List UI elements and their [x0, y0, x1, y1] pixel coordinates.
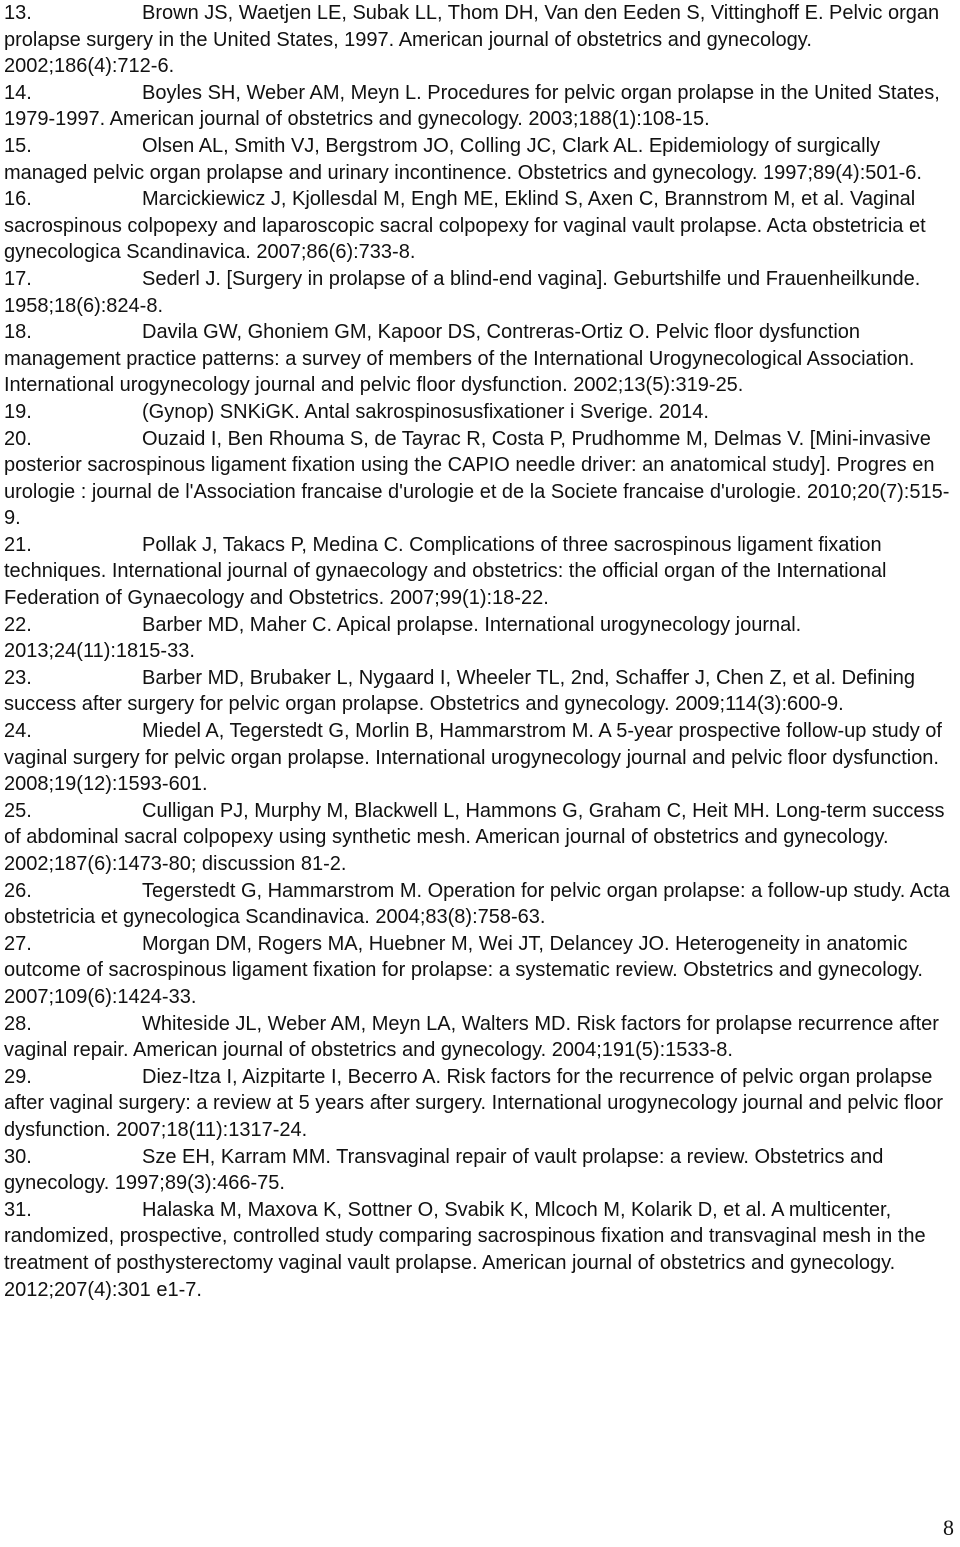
reference-text: Morgan DM, Rogers MA, Huebner M, Wei JT, Delancey JO. Heterogeneity in anatomic outcome of sacrospinous ligament fixation for prolapse: a systematic review. Obstetrics and gynecology. 2007;109(6):1424-33.: [4, 932, 923, 1008]
reference-number: 19.: [4, 400, 32, 423]
reference-text: Brown JS, Waetjen LE, Subak LL, Thom DH, Van den Eeden S, Vittinghoff E. Pelvic organ prolapse surgery in the United States, 1997. American journal of obstetrics and gynecology. 2002;186(4):712-6.: [4, 2, 940, 78]
reference-number: 23.: [4, 666, 32, 689]
reference-item: [4, 612, 959, 665]
reference-number: 17.: [4, 267, 32, 290]
reference-item: [4, 878, 959, 931]
reference-number: 15.: [4, 134, 32, 157]
reference-text: Tegerstedt G, Hammarstrom M. Operation for pelvic organ prolapse: a follow-up study. Acta obstetricia et gynecologica Scandinavica. 2004;83(8):758-63.: [4, 879, 950, 929]
reference-number: 18.: [4, 321, 32, 344]
reference-item: [4, 266, 959, 319]
reference-item: [4, 186, 959, 266]
reference-item: [4, 532, 959, 612]
reference-text: Miedel A, Tegerstedt G, Morlin B, Hammarstrom M. A 5-year prospective follow-up study of vaginal surgery for pelvic organ prolapse. International urogynecology journal and pelvic floor dysfunction. 2008;19(12):1593-601.: [4, 720, 942, 796]
reference-number: 13.: [4, 2, 32, 24]
reference-item: [4, 426, 959, 532]
reference-item: [4, 133, 959, 186]
reference-item: [4, 931, 959, 1011]
reference-number: 21.: [4, 533, 32, 556]
reference-item: [4, 1197, 959, 1303]
reference-text: Marcickiewicz J, Kjollesdal M, Engh ME, Eklind S, Axen C, Brannstrom M, et al. Vaginal sacrospinous colpopexy and laparoscopic sacral colpopexy for vaginal vault prolapse. Acta obstetricia et gynecologica Scandinavica. 2007;86(6):733-8.: [4, 188, 926, 264]
reference-item: [4, 798, 959, 878]
reference-text: Whiteside JL, Weber AM, Meyn LA, Walters MD. Risk factors for prolapse recurrence after vaginal repair. American journal of obstetrics and gynecology. 2004;191(5):1533-8.: [4, 1012, 939, 1062]
reference-number: 22.: [4, 613, 32, 636]
reference-item: [4, 1064, 959, 1144]
reference-text: Halaska M, Maxova K, Sottner O, Svabik K, Mlcoch M, Kolarik D, et al. A multicenter, randomized, prospective, controlled study comparing sacrospinous fixation and transvaginal mesh in the treatment of posthysterectomy vaginal vault prolapse. American journal of obstetrics and gynecology. 2012;207(4):301 e1-7.: [4, 1198, 926, 1301]
reference-number: 14.: [4, 81, 32, 104]
reference-text: Sederl J. [Surgery in prolapse of a blind-end vagina]. Geburtshilfe und Frauenheilkunde. 1958;18(6):824-8.: [4, 267, 921, 317]
reference-text: Boyles SH, Weber AM, Meyn L. Procedures for pelvic organ prolapse in the United States, 1979-1997. American journal of obstetrics and gynecology. 2003;188(1):108-15.: [4, 81, 940, 131]
reference-number: 27.: [4, 932, 32, 955]
page-number: 8: [943, 1515, 954, 1540]
reference-text: Davila GW, Ghoniem GM, Kapoor DS, Contreras-Ortiz O. Pelvic floor dysfunction management practice patterns: a survey of members of the International Urogynecological Association. International urogynecology journal and pelvic floor dysfunction. 2002;13(5):319-25.: [4, 321, 915, 397]
reference-text: Diez-Itza I, Aizpitarte I, Becerro A. Risk factors for the recurrence of pelvic organ prolapse after vaginal surgery: a review at 5 years after surgery. International urogynecology journal and pelvic floor dysfunction. 2007;18(11):1317-24.: [4, 1065, 944, 1141]
reference-number: 20.: [4, 427, 32, 450]
reference-number: 24.: [4, 720, 32, 743]
reference-text: Sze EH, Karram MM. Transvaginal repair of vault prolapse: a review. Obstetrics and gynecology. 1997;89(3):466-75.: [4, 1145, 884, 1195]
reference-number: 28.: [4, 1012, 32, 1035]
reference-number: 26.: [4, 879, 32, 902]
reference-text: Ouzaid I, Ben Rhouma S, de Tayrac R, Costa P, Prudhomme M, Delmas V. [Mini-invasive posterior sacrospinous ligament fixation using the CAPIO needle driver: an anatomical study]. Progres en urologie : journal de l'Association francaise d'urologie et de la Societe francaise d'urologie. 2010;20(7):515-9.: [4, 427, 950, 530]
reference-item: [4, 665, 959, 718]
reference-item: [4, 718, 959, 798]
reference-text: Barber MD, Maher C. Apical prolapse. International urogynecology journal. 2013;24(11):1815-33.: [4, 613, 802, 663]
reference-text: Culligan PJ, Murphy M, Blackwell L, Hammons G, Graham C, Heit MH. Long-term success of abdominal sacral colpopexy using synthetic mesh. American journal of obstetrics and gynecology. 2002;187(6):1473-80; discussion 81-2.: [4, 799, 945, 875]
reference-item: [4, 319, 959, 399]
reference-text: (Gynop) SNKiGK. Antal sakrospinosusfixationer i Sverige. 2014.: [142, 400, 709, 423]
reference-number: 31.: [4, 1198, 32, 1221]
reference-item: [4, 80, 959, 133]
reference-list: [4, 0, 959, 1303]
reference-item: [4, 399, 959, 426]
reference-text: Olsen AL, Smith VJ, Bergstrom JO, Colling JC, Clark AL. Epidemiology of surgically managed pelvic organ prolapse and urinary incontinence. Obstetrics and gynecology. 1997;89(4):501-6.: [4, 134, 922, 184]
reference-item: [4, 1144, 959, 1197]
reference-number: 16.: [4, 188, 32, 211]
reference-text: Barber MD, Brubaker L, Nygaard I, Wheeler TL, 2nd, Schaffer J, Chen Z, et al. Defining success after surgery for pelvic organ prolapse. Obstetrics and gynecology. 2009;114(3):600-9.: [4, 666, 915, 716]
reference-number: 25.: [4, 799, 32, 822]
reference-number: 29.: [4, 1065, 32, 1088]
reference-text: Pollak J, Takacs P, Medina C. Complications of three sacrospinous ligament fixation techniques. International journal of gynaecology and obstetrics: the official organ of the International Federation of Gynaecology and Obstetrics. 2007;99(1):18-22.: [4, 533, 887, 610]
reference-item: [4, 1011, 959, 1064]
reference-item: [4, 0, 959, 80]
reference-number: 30.: [4, 1145, 32, 1168]
